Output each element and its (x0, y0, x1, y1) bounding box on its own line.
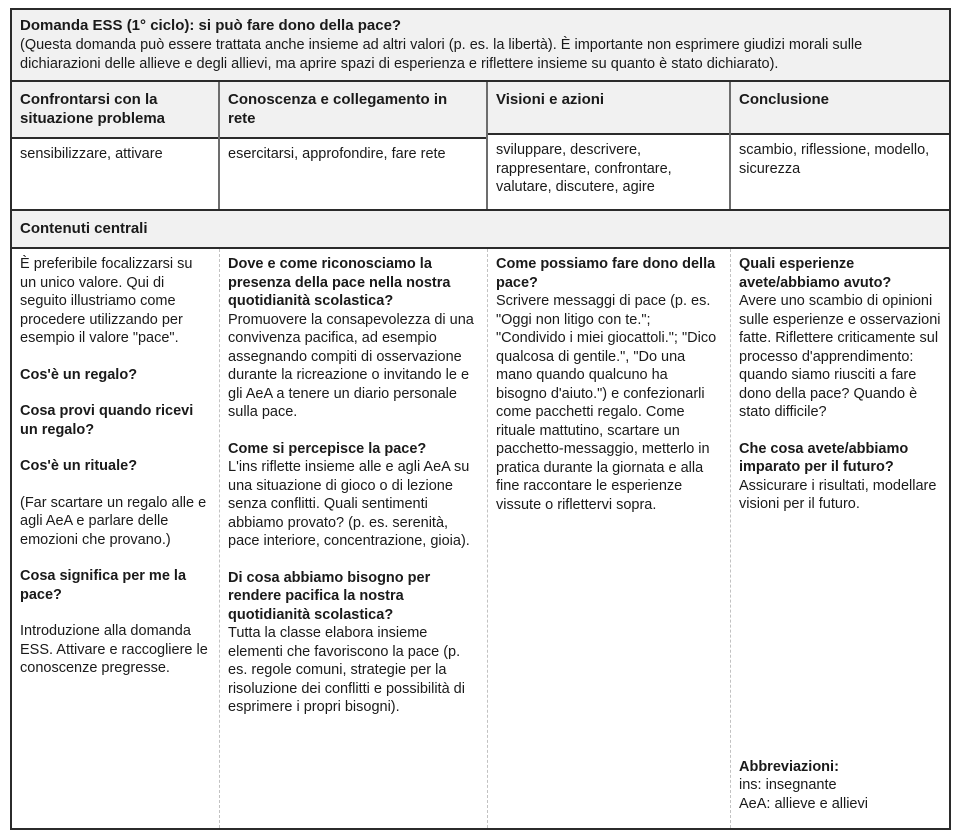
phase-verbs-4: scambio, riflessione, modello, sicurezza (739, 142, 930, 177)
col2-answer-1: Promuovere la consapevolezza di una convivenza pacifica, ad esempio assegnando compiti di osservazione durante la ricreazione o invitando le e gli AeA a tenere un diario personale sulla pace. (228, 311, 474, 420)
col3-answer-1: Scrivere messaggi di pace (p. es. "Oggi non litigo con te."; "Condivido i miei giocattoli."; "Dico qualcosa di gentile.", "Do una mano quando qualcuno ha bisogno d'aiuto.") e confezionarli come pacchetti regalo. Come rituale mattutino, scartare un pacchetto-messaggio, metterlo in pratica durante la giornata e alla fine raccontare le esperienze vissute o riflettervi sopra. (496, 293, 717, 513)
col1-closing: Introduzione alla domanda ESS. Attivare e raccogliere le conoscenze pregresse. (20, 623, 208, 676)
phase-verbs-3: sviluppare, descrivere, rappresentare, confrontare, valutare, discutere, agire (496, 142, 672, 195)
abbreviation-ins: ins: insegnante (739, 777, 837, 793)
col2-question-1: Dove e come riconosciamo la presenza della pace nella nostra quotidianità scolastica? (228, 256, 451, 309)
central-contents-band: Contenuti centrali (12, 211, 949, 249)
phase-header-4: Conclusione (731, 82, 949, 135)
abbreviations-title: Abbreviazioni: (739, 758, 839, 775)
ess-planning-table (10, 8, 951, 830)
col1-question-3: Cos'è un rituale? (20, 458, 138, 474)
phase-column-3 (488, 82, 731, 209)
col2-answer-2: L'ins riflette insieme alle e agli AeA su una situazione di gioco o di lezione senza conflitti. Quali sentimenti abbiamo provato? (p. es. serenità, pace interiore, concentrazione, gioia). (228, 459, 470, 549)
phase-column-2 (220, 82, 488, 209)
question-description: (Questa domanda può essere trattata anche insieme ad altri valori (p. es. la libertà). È importante non esprimere giudizi morali sulle dichiarazioni delle allieve e degli allievi, ma aprire spazi di esperienza e riflettere insieme su quanto è stato dichiarato). (20, 37, 863, 72)
phase-verbs-1: sensibilizzare, attivare (20, 146, 163, 162)
content-column-4 (731, 249, 949, 828)
col2-answer-3: Tutta la classe elabora insieme elementi che favoriscono la pace (p. es. regole comuni, strategie per la risoluzione dei conflitti e possibilità di esprimere i propri bisogni). (228, 625, 465, 715)
question-band (12, 10, 949, 82)
col1-question-2: Cosa provi quando ricevi un regalo? (20, 403, 194, 438)
col3-question-1: Come possiamo fare dono della pace? (496, 256, 716, 291)
col4-answer-1: Avere uno scambio di opinioni sulle esperienze e osservazioni fatte. Riflettere criticamente sul processo d'apprendimento: quando siamo riusciti a fare dono della pace? Quando è stato difficile? (739, 293, 941, 420)
content-row (12, 249, 949, 828)
col1-question-4: Cosa significa per me la pace? (20, 568, 187, 603)
col1-intro: È preferibile focalizzarsi su un unico valore. Qui di seguito illustriamo come procedere utilizzando per esempio il valore "pace". (20, 256, 193, 346)
phase-verbs-2: esercitarsi, approfondire, fare rete (228, 146, 446, 162)
content-column-2 (220, 249, 488, 828)
phase-table (12, 82, 949, 211)
col2-question-2: Come si percepisce la pace? (228, 440, 427, 457)
abbreviation-aea: AeA: allieve e allievi (739, 795, 868, 812)
phase-header-2: Conoscenza e collegamento in rete (220, 82, 486, 139)
col4-answer-2: Assicurare i risultati, modellare visioni per il futuro. (739, 477, 937, 512)
page-title: Domanda ESS (1° ciclo): si può fare dono della pace? (20, 17, 402, 34)
col1-question-1: Cos'è un regalo? (20, 366, 138, 383)
phase-column-4 (731, 82, 949, 209)
col4-question-2: Che cosa avete/abbiamo imparato per il futuro? (739, 440, 909, 475)
content-column-1 (12, 249, 220, 828)
col4-question-1: Quali esperienze avete/abbiamo avuto? (739, 256, 892, 291)
phase-column-1 (12, 82, 220, 209)
phase-header-1: Confrontarsi con la situazione problema (12, 82, 218, 139)
col2-question-3: Di cosa abbiamo bisogno per rendere pacifica la nostra quotidianità scolastica? (228, 569, 431, 623)
content-column-3 (488, 249, 731, 828)
phase-header-3: Visioni e azioni (488, 82, 729, 135)
col1-note: (Far scartare un regalo alle e agli AeA e parlare delle emozioni che provano.) (20, 494, 207, 548)
